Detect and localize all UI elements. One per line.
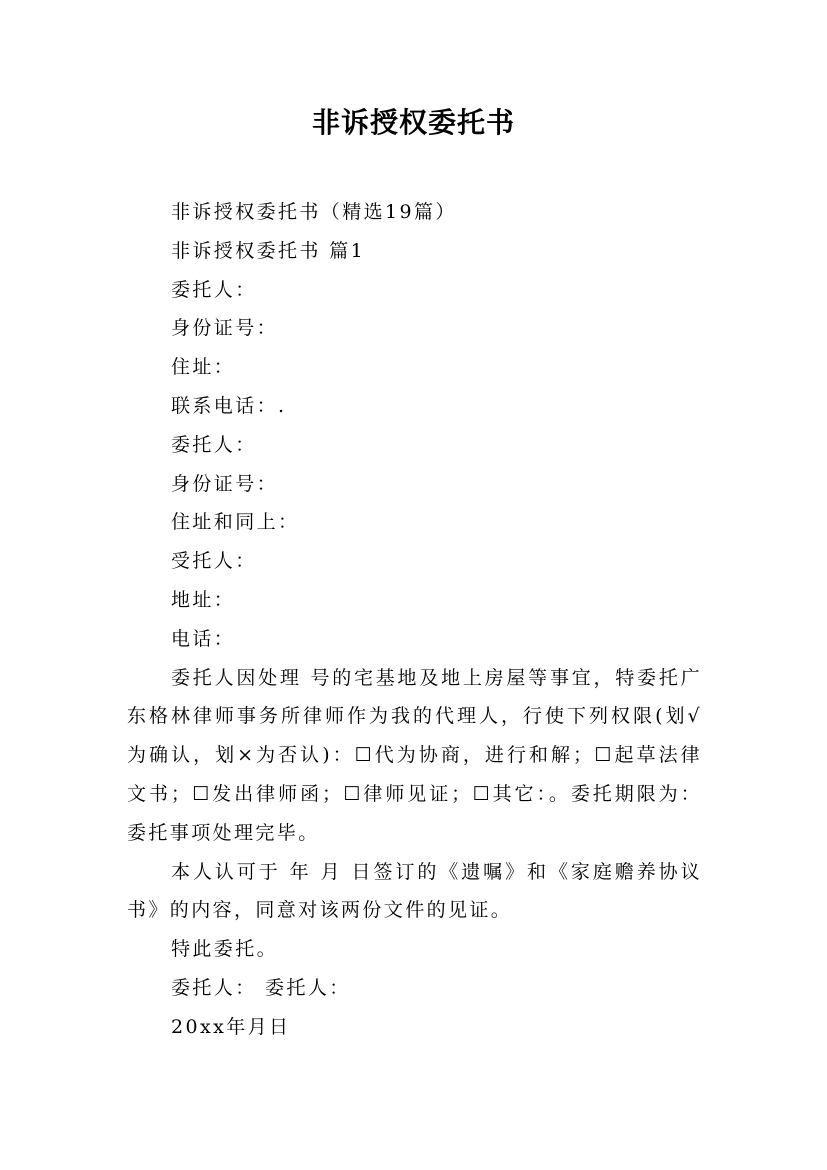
- document-title: 非诉授权委托书: [311, 106, 515, 139]
- second-principal-label: 委托人：: [171, 433, 257, 456]
- principal-address-label: 住址：: [171, 356, 236, 379]
- agent-label: 受托人：: [171, 550, 257, 573]
- principal-phone-label: 联系电话：.: [171, 394, 287, 417]
- principal-id-label: 身份证号：: [171, 317, 279, 340]
- principal-label: 委托人：: [171, 278, 257, 301]
- signature-line: 委托人： 委托人：: [171, 976, 351, 999]
- second-principal-id-label: 身份证号：: [171, 472, 279, 495]
- section-heading: 非诉授权委托书 篇1: [171, 239, 366, 262]
- date-line: 20xx年月日: [171, 1015, 291, 1038]
- second-principal-address-label: 住址和同上：: [171, 511, 300, 534]
- closing-line: 特此委托。: [171, 938, 279, 961]
- document-body: [127, 193, 702, 1047]
- agent-address-label: 地址：: [171, 588, 236, 611]
- authorization-paragraph: 委托人因处理 号的宅基地及地上房屋等事宜，特委托广东格林律师事务所律师作为我的代理人，行使下列权限(划√为确认，划×为否认)：☐代为协商，进行和解；☐起草法律文书；☐发出律师函；☐律师见证；☐其它：。委托期限为：委托事项处理完毕。: [127, 666, 702, 844]
- acknowledgement-paragraph: 本人认可于 年 月 日签订的《遗嘱》和《家庭赡养协议书》的内容，同意对该两份文件的见证。: [127, 860, 702, 922]
- collection-heading: 非诉授权委托书（精选19篇）: [171, 201, 457, 223]
- agent-phone-label: 电话：: [171, 627, 236, 650]
